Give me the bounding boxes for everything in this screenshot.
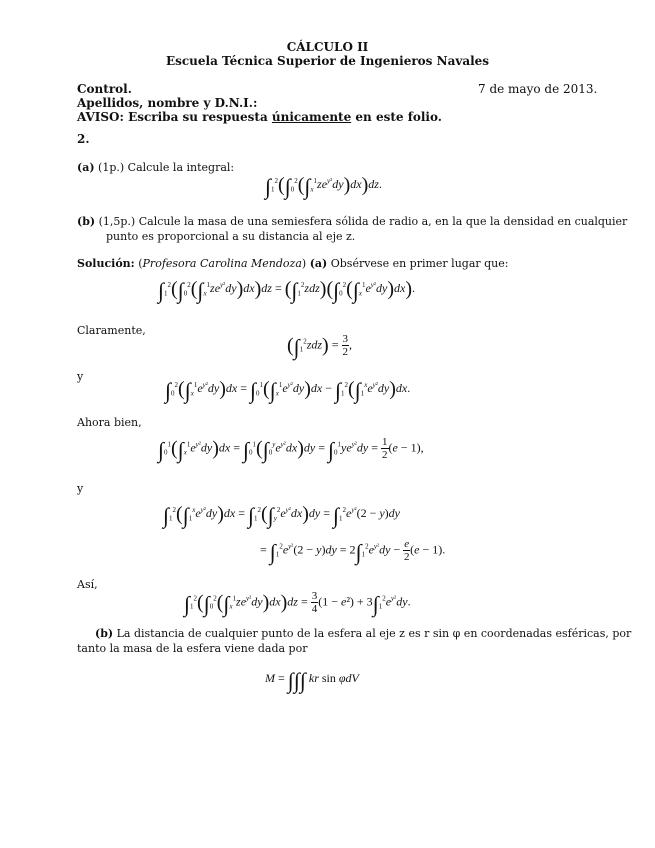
equation-4: $\int_0^1(\int_x^1e^{y^2}dy)dx = \int_0^1(\int_0^ye^{y^2}dx)dy = \int_0^1ye^{y^2}dy$ = $\frac{1}{2}$ (e − 1), xyxy=(158,436,424,463)
control-label: Control. xyxy=(77,82,132,96)
equation-6: $\int_1^2(\int_0^2(\int_x^1ze^{y^2}dy)dx)dz$ = $\frac{3}{4}$ $(1 - e^2) + 3\int_1^2e^{y^2}dy$. xyxy=(184,590,411,617)
problem-b-cont: punto es proporcional a su distancia al eje z. xyxy=(106,230,356,243)
asi-text: Así, xyxy=(77,578,98,591)
equation-2: $(\int_1^2zdz)$ = $\frac{3}{2}$ , xyxy=(287,333,352,360)
problem-b: (b) (1,5p.) Calcule la masa de una semiesfera sólida de radio a, en la que la densidad en cualquier xyxy=(77,215,628,228)
claramente-text: Claramente, xyxy=(77,324,146,337)
aviso-notice: AVISO: Escriba su respuesta únicamente en este folio. xyxy=(77,110,442,124)
solution-b: (b) La distancia de cualquier punto de la esfera al eje z es r sin φ en coordenadas esféricas, por xyxy=(95,627,632,640)
y-text-2: y xyxy=(77,482,84,495)
equation-3: $\int_0^2(\int_x^1e^{y^2}dy)dx = \int_0^1(\int_x^1e^{y^2}dy)dx - \int_1^2(\int_1^xe^{y^2}dy)dx$. xyxy=(165,378,411,403)
solution-header: Solución: (Profesora Carolina Mendoza) (a) Obsérvese en primer lugar que: xyxy=(77,257,509,270)
page-title: CÁLCULO II xyxy=(286,40,369,54)
problem-number: 2. xyxy=(77,132,90,146)
names-label: Apellidos, nombre y D.N.I.: xyxy=(77,96,258,110)
y-text-1: y xyxy=(77,370,84,383)
equation-a: $\int_1^2(\int_0^2(\int_x^1ze^{y^2}dy)dx)dz$. xyxy=(265,174,382,199)
school-name: Escuela Técnica Superior de Ingenieros Navales xyxy=(165,54,490,68)
exam-date: 7 de mayo de 2013. xyxy=(478,82,598,96)
solution-b-cont: tanto la masa de la esfera viene dada por xyxy=(77,642,308,655)
equation-5b: = $\int_1^2e^{y^2}(2 - y)dy = 2\int_1^2e^{y^2}dy$ − $\frac{e}{2}$ (e − 1). xyxy=(260,538,446,565)
problem-a: (a) (1p.) Calcule la integral: xyxy=(77,161,235,174)
equation-5a: $\int_1^2(\int_1^xe^{y^2}dy)dx = \int_1^2(\int_y^2e^{y^2}dx)dy = \int_1^2e^{y^2}(2 - y)dy$ xyxy=(163,503,400,528)
equation-7: M = ∫∫∫ kr sin φdV xyxy=(265,668,359,693)
ahora-text: Ahora bien, xyxy=(77,416,142,429)
equation-1: $\int_1^2(\int_0^2(\int_x^1ze^{y^2}dy)dx)dz = (\int_1^2zdz)(\int_0^2(\int_x^1e^{y^2}dy)dx)$. xyxy=(158,278,415,303)
